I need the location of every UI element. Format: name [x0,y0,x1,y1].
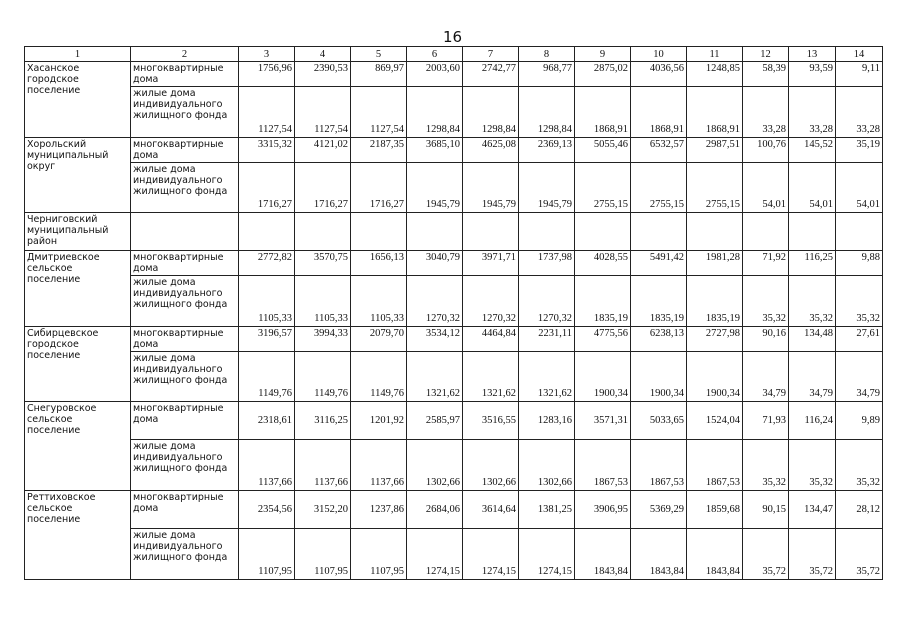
value-cell: 1945,79 [519,163,575,213]
column-header: 14 [836,47,883,62]
value-cell: 1737,98 [519,251,575,276]
value-cell: 1900,34 [687,352,743,402]
value-cell: 2727,98 [687,327,743,352]
table-header [25,47,883,62]
value-cell: 1105,33 [239,276,295,327]
value-cell: 1274,15 [407,529,463,580]
municipality-name: Снегуровское сельское поселение [25,402,131,491]
value-cell: 2354,56 [239,491,295,529]
value-cell: 9,89 [836,402,883,440]
value-cell: 1981,28 [687,251,743,276]
table-row [25,62,883,87]
value-cell: 2742,77 [463,62,519,87]
value-cell: 35,32 [743,440,789,491]
value-cell: 1298,84 [463,87,519,138]
housing-type: жилые дома индивидуального жилищного фонда [131,276,239,327]
value-cell: 4121,02 [295,138,351,163]
value-cell: 1716,27 [295,163,351,213]
value-cell: 9,11 [836,62,883,87]
value-cell: 5033,65 [631,402,687,440]
value-cell: 2772,82 [239,251,295,276]
value-cell: 35,32 [789,276,836,327]
table-row [25,251,883,276]
value-cell: 9,88 [836,251,883,276]
value-cell: 1835,19 [575,276,631,327]
value-cell: 27,61 [836,327,883,352]
value-cell: 1127,54 [295,87,351,138]
table-row [25,352,883,402]
value-cell: 6532,57 [631,138,687,163]
value-cell: 2585,97 [407,402,463,440]
value-cell: 35,32 [836,440,883,491]
value-cell: 3570,75 [295,251,351,276]
value-cell: 1900,34 [575,352,631,402]
value-cell: 33,28 [789,87,836,138]
housing-type: жилые дома индивидуального жилищного фонда [131,529,239,580]
value-cell: 3571,31 [575,402,631,440]
value-cell: 3971,71 [463,251,519,276]
column-header: 2 [131,47,239,62]
value-cell: 1105,33 [351,276,407,327]
value-cell: 2755,15 [687,163,743,213]
value-cell [407,213,463,251]
value-cell [463,213,519,251]
column-header: 12 [743,47,789,62]
value-cell: 3685,10 [407,138,463,163]
table-row [25,213,883,251]
value-cell: 1716,27 [239,163,295,213]
table-row [25,402,883,440]
value-cell: 1321,62 [519,352,575,402]
value-cell: 1867,53 [631,440,687,491]
value-cell: 1137,66 [295,440,351,491]
value-cell: 93,59 [789,62,836,87]
value-cell: 6238,13 [631,327,687,352]
table-row [25,87,883,138]
value-cell: 1298,84 [407,87,463,138]
value-cell: 134,48 [789,327,836,352]
housing-type: многоквартирные дома [131,491,239,529]
value-cell: 1105,33 [295,276,351,327]
value-cell: 35,72 [836,529,883,580]
value-cell: 28,12 [836,491,883,529]
value-cell: 2755,15 [575,163,631,213]
value-cell: 1149,76 [351,352,407,402]
value-cell: 1835,19 [631,276,687,327]
value-cell: 2003,60 [407,62,463,87]
value-cell: 5055,46 [575,138,631,163]
value-cell: 4464,84 [463,327,519,352]
municipality-name: Дмитриевское сельское поселение [25,251,131,327]
value-cell: 3614,64 [463,491,519,529]
column-header: 11 [687,47,743,62]
value-cell: 3534,12 [407,327,463,352]
value-cell: 1137,66 [351,440,407,491]
value-cell: 2684,06 [407,491,463,529]
value-cell [631,213,687,251]
value-cell: 2318,61 [239,402,295,440]
value-cell: 34,79 [743,352,789,402]
table-row [25,440,883,491]
value-cell: 1274,15 [519,529,575,580]
value-cell: 1381,25 [519,491,575,529]
value-cell: 35,32 [789,440,836,491]
housing-type: многоквартирные дома [131,251,239,276]
value-cell: 34,79 [836,352,883,402]
value-cell: 116,25 [789,251,836,276]
value-cell: 90,16 [743,327,789,352]
table-row [25,138,883,163]
value-cell: 2079,70 [351,327,407,352]
column-header: 7 [463,47,519,62]
value-cell: 1302,66 [463,440,519,491]
column-header: 8 [519,47,575,62]
value-cell: 34,79 [789,352,836,402]
housing-type: многоквартирные дома [131,327,239,352]
table-row [25,327,883,352]
value-cell: 1274,15 [463,529,519,580]
value-cell: 869,97 [351,62,407,87]
value-cell: 1843,84 [631,529,687,580]
value-cell: 116,24 [789,402,836,440]
value-cell: 1321,62 [407,352,463,402]
value-cell: 35,72 [743,529,789,580]
header-row [25,47,883,62]
municipality-name: Хорольский муниципальный округ [25,138,131,213]
value-cell: 1127,54 [239,87,295,138]
value-cell: 1270,32 [463,276,519,327]
municipality-name: Реттиховское сельское поселение [25,491,131,580]
value-cell: 1298,84 [519,87,575,138]
value-cell: 2187,35 [351,138,407,163]
value-cell: 1248,85 [687,62,743,87]
value-cell: 5491,42 [631,251,687,276]
value-cell: 4775,56 [575,327,631,352]
housing-type [131,213,239,251]
value-cell: 1149,76 [295,352,351,402]
value-cell: 4625,08 [463,138,519,163]
value-cell: 71,93 [743,402,789,440]
value-cell: 3152,20 [295,491,351,529]
value-cell [519,213,575,251]
value-cell: 3196,57 [239,327,295,352]
value-cell [789,213,836,251]
value-cell: 1859,68 [687,491,743,529]
column-header: 4 [295,47,351,62]
value-cell: 1945,79 [463,163,519,213]
value-cell: 968,77 [519,62,575,87]
value-cell: 1867,53 [687,440,743,491]
housing-type: многоквартирные дома [131,138,239,163]
housing-type: многоквартирные дома [131,62,239,87]
value-cell: 3040,79 [407,251,463,276]
value-cell [687,213,743,251]
page-number: 16 [442,28,463,46]
housing-type: жилые дома индивидуального жилищного фонда [131,87,239,138]
column-header: 6 [407,47,463,62]
table-row [25,163,883,213]
value-cell: 134,47 [789,491,836,529]
value-cell: 1868,91 [687,87,743,138]
value-cell: 1127,54 [351,87,407,138]
value-cell: 1302,66 [407,440,463,491]
housing-type: жилые дома индивидуального жилищного фонда [131,440,239,491]
value-cell: 54,01 [789,163,836,213]
value-cell: 1835,19 [687,276,743,327]
value-cell: 3906,95 [575,491,631,529]
value-cell: 2231,11 [519,327,575,352]
municipality-name: Сибирцевское городское поселение [25,327,131,402]
value-cell: 100,76 [743,138,789,163]
value-cell: 1270,32 [407,276,463,327]
value-cell: 54,01 [836,163,883,213]
value-cell: 33,28 [836,87,883,138]
value-cell: 1900,34 [631,352,687,402]
value-cell: 71,92 [743,251,789,276]
value-cell: 1107,95 [295,529,351,580]
value-cell: 1843,84 [575,529,631,580]
value-cell: 145,52 [789,138,836,163]
table-row [25,529,883,580]
housing-type: жилые дома индивидуального жилищного фонда [131,352,239,402]
value-cell: 1237,86 [351,491,407,529]
value-cell: 35,32 [836,276,883,327]
value-cell [239,213,295,251]
value-cell: 1716,27 [351,163,407,213]
column-header: 5 [351,47,407,62]
value-cell: 1270,32 [519,276,575,327]
value-cell: 35,72 [789,529,836,580]
table-row [25,491,883,529]
value-cell [351,213,407,251]
tariff-table [24,46,883,580]
value-cell: 1107,95 [351,529,407,580]
housing-type: жилые дома индивидуального жилищного фонда [131,163,239,213]
column-header: 3 [239,47,295,62]
value-cell: 2390,53 [295,62,351,87]
value-cell: 1149,76 [239,352,295,402]
value-cell: 1524,04 [687,402,743,440]
value-cell: 1868,91 [575,87,631,138]
value-cell [575,213,631,251]
value-cell: 1302,66 [519,440,575,491]
value-cell: 3516,55 [463,402,519,440]
value-cell: 1283,16 [519,402,575,440]
value-cell: 58,39 [743,62,789,87]
value-cell: 1201,92 [351,402,407,440]
housing-type: многоквартирные дома [131,402,239,440]
value-cell: 1945,79 [407,163,463,213]
value-cell: 2369,13 [519,138,575,163]
value-cell: 3315,32 [239,138,295,163]
column-header: 13 [789,47,836,62]
table-row [25,276,883,327]
value-cell: 1321,62 [463,352,519,402]
value-cell: 2987,51 [687,138,743,163]
value-cell: 33,28 [743,87,789,138]
value-cell: 1107,95 [239,529,295,580]
value-cell: 3994,33 [295,327,351,352]
value-cell: 90,15 [743,491,789,529]
municipality-name: Черниговский муниципальный район [25,213,131,251]
column-header: 10 [631,47,687,62]
value-cell: 35,19 [836,138,883,163]
value-cell [836,213,883,251]
value-cell: 2875,02 [575,62,631,87]
value-cell: 3116,25 [295,402,351,440]
value-cell: 4036,56 [631,62,687,87]
column-header: 1 [25,47,131,62]
value-cell: 1756,96 [239,62,295,87]
value-cell: 2755,15 [631,163,687,213]
value-cell: 54,01 [743,163,789,213]
value-cell [743,213,789,251]
value-cell: 1867,53 [575,440,631,491]
value-cell: 1656,13 [351,251,407,276]
value-cell: 1137,66 [239,440,295,491]
column-header: 9 [575,47,631,62]
table-body [25,62,883,580]
value-cell: 1868,91 [631,87,687,138]
value-cell: 4028,55 [575,251,631,276]
value-cell: 35,32 [743,276,789,327]
value-cell: 5369,29 [631,491,687,529]
municipality-name: Хасанское городское поселение [25,62,131,138]
value-cell: 1843,84 [687,529,743,580]
value-cell [295,213,351,251]
